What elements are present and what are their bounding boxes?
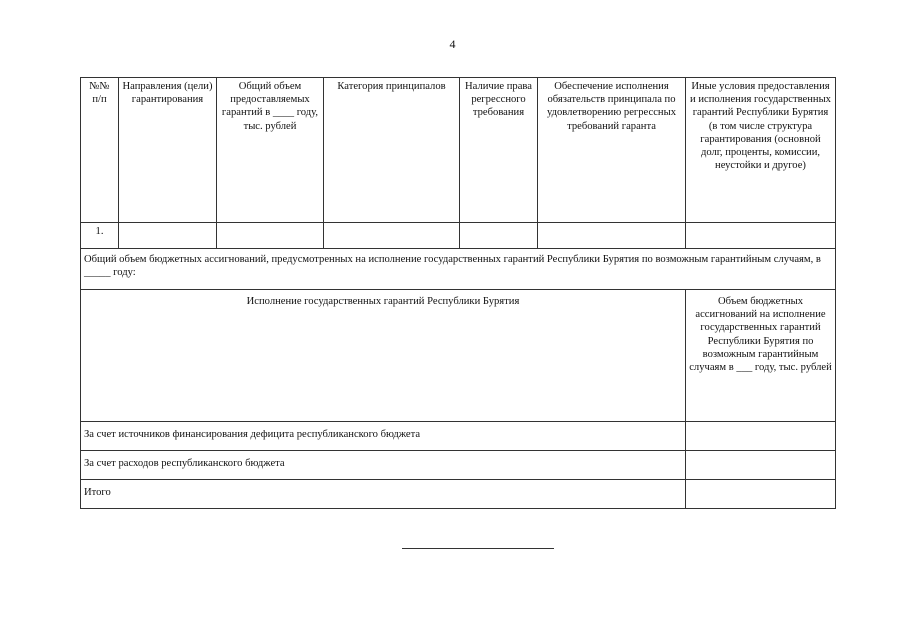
page-number: 4 — [449, 37, 456, 51]
table-cell — [538, 223, 686, 249]
guarantee-table — [80, 77, 836, 509]
total-allocations-row — [81, 249, 836, 290]
volume-header: Объем бюджетных ассигнований на исполнение государственных гарантий Республики Бурятия по возможным гарантийным случаям в ___ году, тыс. рублей — [686, 290, 836, 422]
table-row — [81, 223, 836, 249]
row-number: 1. — [81, 223, 119, 249]
source-label: За счет расходов республиканского бюджета — [81, 451, 686, 480]
total-value — [686, 480, 836, 509]
total-label: Итого — [81, 480, 686, 509]
table-cell — [217, 223, 324, 249]
header-directions: Направления (цели) гарантирования — [119, 78, 217, 223]
header-regress-right: Наличие права регрессного требования — [460, 78, 538, 223]
total-row — [81, 480, 836, 509]
source-value — [686, 422, 836, 451]
total-allocations-text: Общий объем бюджетных ассигнований, предусмотренных на исполнение государственных гарантий Республики Бурятия по возможным гарантийным случаям, в _____ году: — [81, 249, 836, 290]
header-number: №№ п/п — [81, 78, 119, 223]
table-cell — [324, 223, 460, 249]
execution-header-row — [81, 290, 836, 422]
table-header-row — [81, 78, 836, 223]
execution-header: Исполнение государственных гарантий Республики Бурятия — [81, 290, 686, 422]
header-principal-category: Категория принципалов — [324, 78, 460, 223]
source-row — [81, 451, 836, 480]
source-label: За счет источников финансирования дефицита республиканского бюджета — [81, 422, 686, 451]
table-cell — [460, 223, 538, 249]
header-other-conditions: Иные условия предоставления и исполнения государственных гарантий Республики Бурятия (в том числе структура гарантирования (основной долг, проценты, комиссии, неустойки и другое) — [686, 78, 836, 223]
source-row — [81, 422, 836, 451]
table-cell — [119, 223, 217, 249]
header-obligation-security: Обеспечение исполнения обязательств принципала по удовлетворению регрессных требований гаранта — [538, 78, 686, 223]
header-total-volume: Общий объем предоставляемых гарантий в ____ году, тыс. рублей — [217, 78, 324, 223]
source-value — [686, 451, 836, 480]
table-cell — [686, 223, 836, 249]
end-divider — [402, 548, 554, 549]
